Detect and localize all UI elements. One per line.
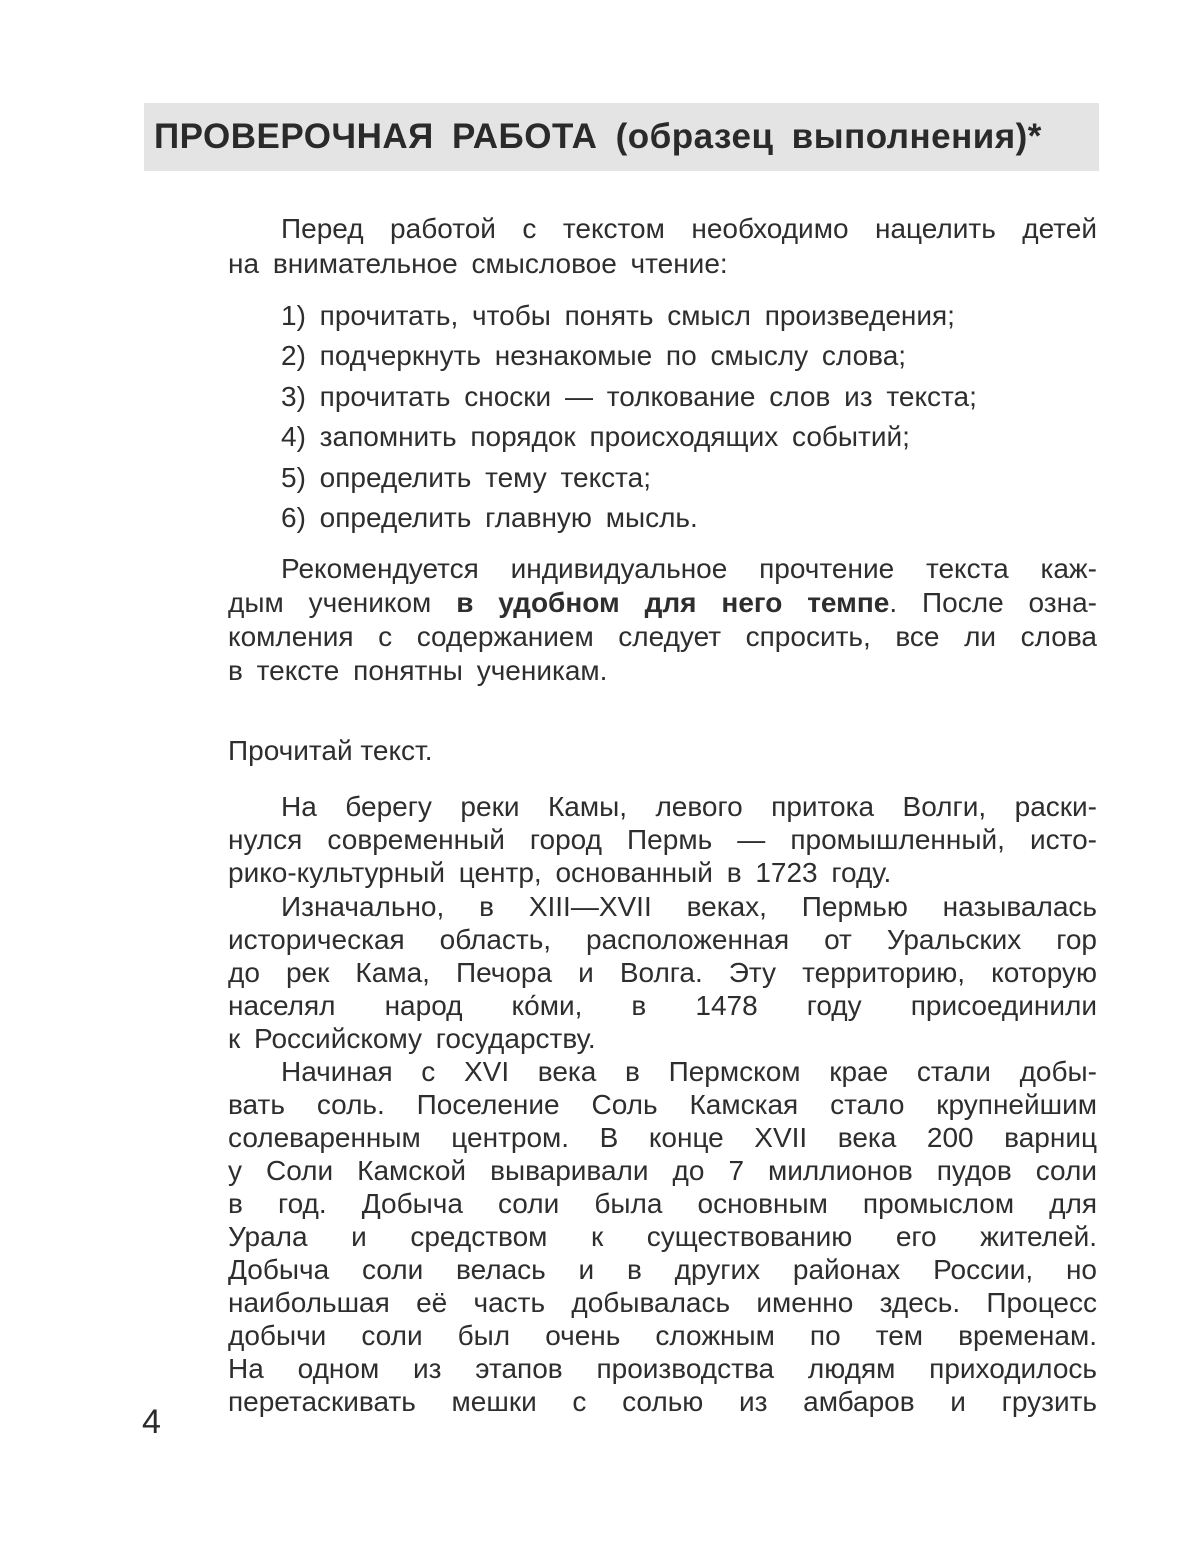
- list-item-6: 6) определить главную мысль.: [281, 502, 698, 533]
- list-item-1: 1) прочитать, чтобы понять смысл произведения;: [281, 300, 955, 331]
- reading-line: перетаскивать мешки с солью из амбаров и грузить: [228, 1386, 1097, 1417]
- recommendation-text: . После озна-: [889, 587, 1098, 618]
- list-item-2: 2) подчеркнуть незнакомые по смыслу слова;: [281, 340, 907, 371]
- reading-line: Начиная с XVI века в Пермском крае стали добы-: [281, 1056, 1097, 1087]
- list-item-5: 5) определить тему текста;: [281, 462, 652, 493]
- recommendation-line-2: [228, 586, 1097, 620]
- page-title: ПРОВЕРОЧНАЯ РАБОТА (образец выполнения)*: [154, 117, 1042, 156]
- recommendation-line-1: Рекомендуется индивидуальное прочтение текста каж-: [281, 553, 1097, 584]
- reading-line: нулся современный город Пермь — промышленный, исто-: [228, 824, 1097, 855]
- reading-line: На берегу реки Камы, левого притока Волги, раски-: [281, 791, 1097, 822]
- intro-line-1: Перед работой с текстом необходимо нацелить детей: [281, 213, 1097, 244]
- reading-line: Изначально, в XIII—XVII веках, Пермью называлась: [281, 891, 1097, 922]
- list-item-4: 4) запомнить порядок происходящих событий;: [281, 421, 910, 452]
- recommendation-line-4: в тексте понятны ученикам.: [228, 655, 608, 686]
- recommendation-text: дым учеником: [228, 587, 457, 618]
- reading-line: добычи соли был очень сложным по тем временам.: [228, 1320, 1097, 1351]
- reading-line: историческая область, расположенная от Уральских гор: [228, 924, 1097, 955]
- reading-line: вать соль. Поселение Соль Камская стало крупнейшим: [228, 1089, 1097, 1120]
- reading-line: наибольшая её часть добывалась именно здесь. Процесс: [228, 1287, 1097, 1318]
- task-instruction: Прочитай текст.: [228, 735, 433, 766]
- page-number: 4: [142, 1403, 161, 1441]
- reading-line: солеваренным центром. В конце XVII века 200 варниц: [228, 1122, 1097, 1153]
- emphasis-text: в удобном для него темпе: [456, 587, 890, 618]
- reading-line: Добыча соли велась и в других районах России, но: [228, 1254, 1097, 1285]
- reading-line: в год. Добыча соли была основным промыслом для: [228, 1188, 1097, 1219]
- title-banner: [144, 103, 1099, 171]
- reading-line: На одном из этапов производства людям приходилось: [228, 1353, 1097, 1384]
- list-item-3: 3) прочитать сноски — толкование слов из текста;: [281, 381, 977, 412]
- recommendation-line-3: комления с содержанием следует спросить, все ли слова: [228, 621, 1097, 652]
- intro-line-2: на внимательное смысловое чтение:: [228, 248, 728, 279]
- reading-line: населял народ ко́ми, в 1478 году присоединили: [228, 990, 1097, 1021]
- reading-line: к Российскому государству.: [228, 1023, 596, 1054]
- reading-line: у Соли Камской вываривали до 7 миллионов пудов соли: [228, 1155, 1097, 1186]
- reading-line: рико-культурный центр, основанный в 1723 году.: [228, 857, 892, 888]
- reading-line: Урала и средством к существованию его жителей.: [228, 1221, 1097, 1252]
- reading-line: до рек Кама, Печора и Волга. Эту территорию, которую: [228, 957, 1097, 988]
